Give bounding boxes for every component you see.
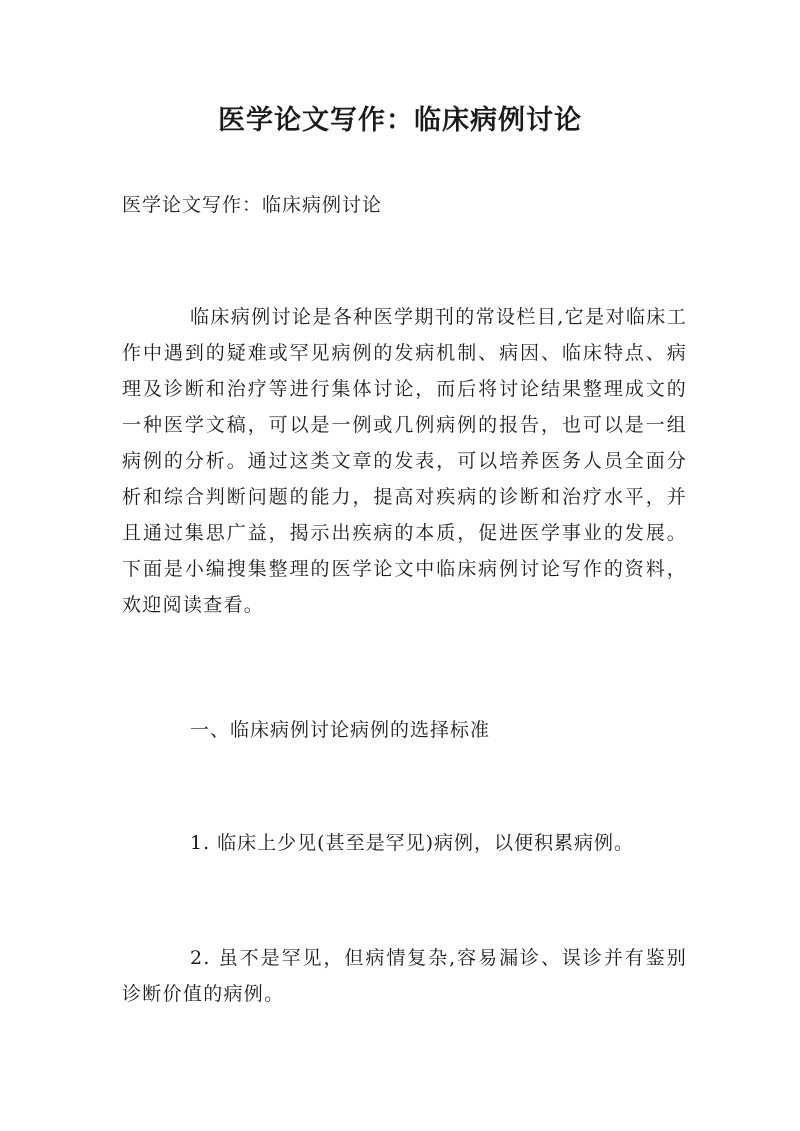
- intro-paragraph: 临床病例讨论是各种医学期刊的常设栏目,它是对临床工作中遇到的疑难或罕见病例的发病机制、病因、临床特点、病理及诊断和治疗等进行集体讨论，而后将讨论结果整理成文的一种医学文稿，可以是一例或几例病例的报告，也可以是一组病例的分析。通过这类文章的发表，可以培养医务人员全面分析和综合判断问题的能力，提高对疾病的诊断和治疗水平，并且通过集思广益，揭示出疾病的本质，促进医学事业的发展。下面是小编搜集整理的医学论文中临床病例讨论写作的资料，欢迎阅读查看。: [122, 306, 687, 616]
- document-subtitle: 医学论文写作：临床病例讨论: [122, 194, 383, 216]
- list-item: 1. 临床上少见(甚至是罕见)病例，以便积累病例。: [190, 832, 634, 854]
- document-title: 医学论文写作：临床病例讨论: [218, 105, 582, 136]
- list-item: 2. 虽不是罕见，但病情复杂,容易漏诊、误诊并有鉴别诊断价值的病例。: [122, 947, 687, 1005]
- section-heading: 一、临床病例讨论病例的选择标准: [190, 719, 491, 741]
